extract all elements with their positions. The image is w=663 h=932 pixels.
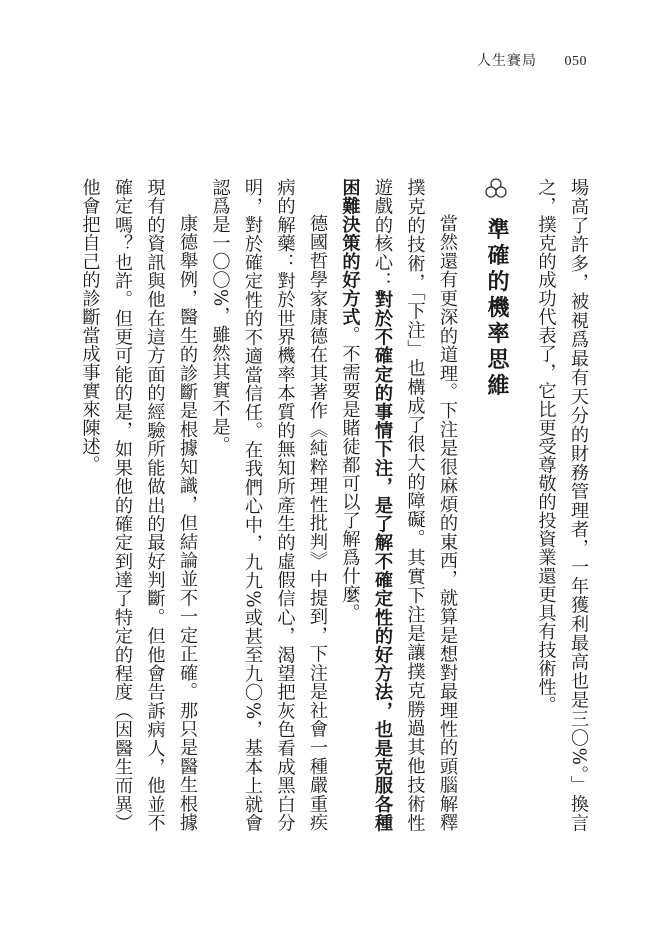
page-number: 050	[564, 54, 587, 69]
paragraph-2-emphasis: 對於不確定的事情下注，是了解不確定性的好方法，也是克服各種困難決策的好方式	[339, 178, 393, 833]
clover-icon	[485, 178, 507, 200]
body-text	[79, 178, 594, 833]
section-heading-text: 準確的機率思維	[484, 217, 509, 400]
paragraph-2-part-2: 。不需要是賭徒都可以了解爲什麼。	[339, 326, 361, 622]
paragraph-4: 康德舉例，醫生的診斷是根據知識，但結論並不一定正確。那只是醫生根據現有的資訊與他在這方面的經驗所能做出的最好判斷。但他會告訴病人，他並不確定嗎？也許。但更可能的是，如果他的確定到達了特定的程度（因醫生而異）他會把自己的診斷當成事實來陳述。	[79, 178, 198, 832]
book-title: 人生賽局	[477, 53, 538, 69]
paragraph-1: 場高了許多，被視爲最有天分的財務管理者，一年獲利最高也是三〇%。」換言之，撲克的成功代表了，它比更受尊敬的投資業還更具有技術性。	[535, 178, 589, 832]
running-head	[477, 50, 587, 70]
paragraph-3: 德國哲學家康德在其著作《純粹理性批判》中提到，下注是社會一種嚴重疾病的解藥：對於世界機率本質的無知所產生的虛假信心，渴望把灰色看成黑白分明，對於確定性的不適當信任。在我們心中，九九%或甚至九〇%，基本上就會認爲是一〇〇%，雖然其實不是。	[209, 178, 328, 832]
section-heading	[463, 178, 529, 832]
paragraph-2-part-1: 當然還有更深的道理。下注是很麻煩的東西，就算是想對最理性的頭腦解釋撲克的技術，「下注」也構成了很大的障礙。其實下注是讓撲克勝過其他技術性遊戲的核心：	[372, 178, 458, 832]
paragraph-2	[333, 178, 463, 832]
